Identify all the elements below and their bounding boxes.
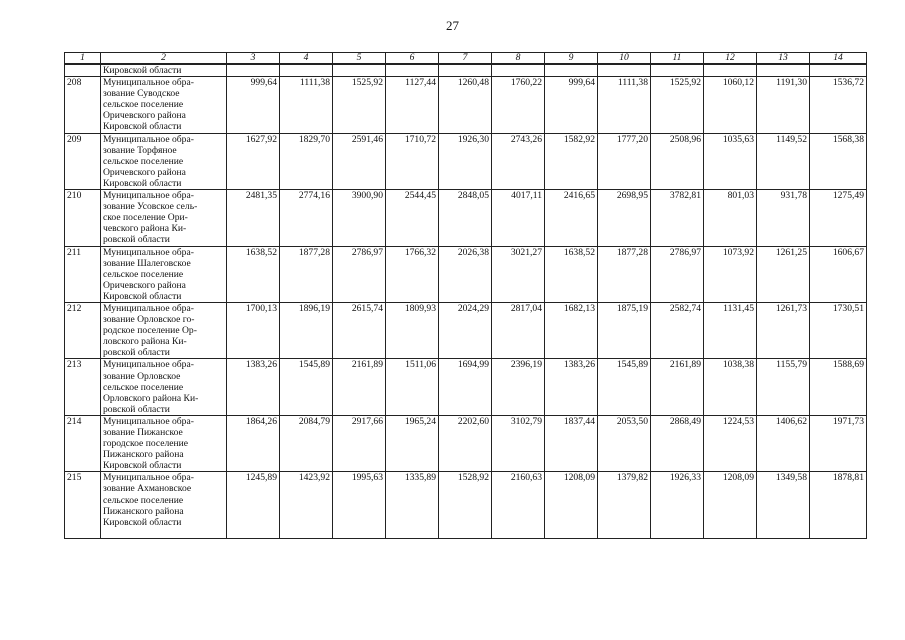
value-cell: 1260,48 [439,77,492,133]
value-cell: 1224,53 [704,415,757,471]
value-cell: 1038,38 [704,359,757,415]
value-cell: 1638,52 [227,246,280,302]
value-cell: 1127,44 [386,77,439,133]
row-number-cell: 215 [65,472,101,539]
value-cell: 3021,27 [492,246,545,302]
municipality-name-text: Муниципальное обра- зование Ахмановское сельское поселение Пижанского района Кировской области [103,472,194,528]
value-cell: 1383,26 [227,359,280,415]
value-cell: 2917,66 [333,415,386,471]
column-header: 11 [651,53,704,65]
municipality-name-text: Муниципальное обра- зование Усовское сель- ское поселение Ори- чевского района Ки- ровской области [103,190,198,246]
continuation-empty-cell [333,64,386,77]
column-header: 3 [227,53,280,65]
value-cell: 2161,89 [333,359,386,415]
continuation-empty-cell [492,64,545,77]
value-cell: 1568,38 [810,133,867,189]
municipality-name-text: Муниципальное обра- зование Торфяное сельское поселение Оричевского района Кировской области [103,133,194,189]
value-cell: 2026,38 [439,246,492,302]
value-cell: 1627,92 [227,133,280,189]
value-cell: 1545,89 [598,359,651,415]
value-cell: 1111,38 [280,77,333,133]
table-row [65,472,867,539]
column-header: 5 [333,53,386,65]
value-cell: 1965,24 [386,415,439,471]
municipality-name-cell [101,302,227,358]
value-cell: 1926,33 [651,472,704,539]
value-cell: 2582,74 [651,302,704,358]
value-cell: 1060,12 [704,77,757,133]
value-cell: 1710,72 [386,133,439,189]
row-number-cell: 210 [65,190,101,246]
column-header: 6 [386,53,439,65]
value-cell: 2868,49 [651,415,704,471]
table-body [65,64,867,539]
value-cell: 1766,32 [386,246,439,302]
value-cell: 1261,73 [757,302,810,358]
value-cell: 1191,30 [757,77,810,133]
value-cell: 2508,96 [651,133,704,189]
value-cell: 1971,73 [810,415,867,471]
continuation-empty-cell [810,64,867,77]
value-cell: 1073,92 [704,246,757,302]
value-cell: 2396,19 [492,359,545,415]
municipality-name-cell [101,77,227,133]
continuation-name-cell: Кировской области [101,64,227,77]
row-number-cell: 211 [65,246,101,302]
value-cell: 999,64 [227,77,280,133]
value-cell: 1349,58 [757,472,810,539]
municipality-name-cell [101,190,227,246]
municipality-name-cell [101,246,227,302]
value-cell: 1335,89 [386,472,439,539]
value-cell: 1208,09 [545,472,598,539]
continuation-empty-cell [545,64,598,77]
value-cell: 1525,92 [333,77,386,133]
value-cell: 1131,45 [704,302,757,358]
column-header: 13 [757,53,810,65]
municipality-name-text: Муниципальное обра- зование Орловское сельское поселение Орловского района Ки- ровской области [103,359,199,415]
value-cell: 1896,19 [280,302,333,358]
column-header: 10 [598,53,651,65]
value-cell: 1208,09 [704,472,757,539]
row-number-cell: 212 [65,302,101,358]
value-cell: 2591,46 [333,133,386,189]
table-row [65,190,867,246]
continuation-empty-cell [704,64,757,77]
value-cell: 2202,60 [439,415,492,471]
value-cell: 1694,99 [439,359,492,415]
table-row [65,246,867,302]
value-cell: 1525,92 [651,77,704,133]
municipality-name-cell [101,359,227,415]
value-cell: 1383,26 [545,359,598,415]
value-cell: 1730,51 [810,302,867,358]
value-cell: 1423,92 [280,472,333,539]
value-cell: 1035,63 [704,133,757,189]
value-cell: 1245,89 [227,472,280,539]
municipality-name-cell [101,415,227,471]
value-cell: 1155,79 [757,359,810,415]
column-header: 7 [439,53,492,65]
continuation-row [65,64,867,77]
value-cell: 1700,13 [227,302,280,358]
value-cell: 2024,29 [439,302,492,358]
value-cell: 1536,72 [810,77,867,133]
value-cell: 1582,92 [545,133,598,189]
value-cell: 1511,06 [386,359,439,415]
value-cell: 3782,81 [651,190,704,246]
value-cell: 1528,92 [439,472,492,539]
column-header: 12 [704,53,757,65]
value-cell: 1837,44 [545,415,598,471]
value-cell: 2481,35 [227,190,280,246]
column-header: 9 [545,53,598,65]
column-header: 4 [280,53,333,65]
municipality-name-text: Муниципальное обра- зование Суводское сельское поселение Оричевского района Кировской области [103,77,194,133]
value-cell: 1877,28 [280,246,333,302]
continuation-empty-cell [598,64,651,77]
value-cell: 1149,52 [757,133,810,189]
table-row [65,359,867,415]
value-cell: 1275,49 [810,190,867,246]
value-cell: 2774,16 [280,190,333,246]
value-cell: 999,64 [545,77,598,133]
table-row [65,302,867,358]
municipality-name-text: Муниципальное обра- зование Шалеговское сельское поселение Оричевского района Кировской области [103,246,194,302]
value-cell: 2817,04 [492,302,545,358]
value-cell: 1864,26 [227,415,280,471]
value-cell: 1926,30 [439,133,492,189]
data-table [64,52,867,539]
value-cell: 2053,50 [598,415,651,471]
row-number-cell: 213 [65,359,101,415]
value-cell: 2786,97 [651,246,704,302]
column-header: 1 [65,53,101,65]
table-row [65,415,867,471]
value-cell: 3900,90 [333,190,386,246]
value-cell: 3102,79 [492,415,545,471]
value-cell: 1261,25 [757,246,810,302]
value-cell: 4017,11 [492,190,545,246]
value-cell: 1995,63 [333,472,386,539]
value-cell: 1777,20 [598,133,651,189]
value-cell: 931,78 [757,190,810,246]
value-cell: 1588,69 [810,359,867,415]
header-row [65,53,867,65]
value-cell: 2416,65 [545,190,598,246]
value-cell: 1829,70 [280,133,333,189]
value-cell: 2615,74 [333,302,386,358]
value-cell: 2160,63 [492,472,545,539]
table-row [65,133,867,189]
value-cell: 2698,95 [598,190,651,246]
value-cell: 1809,93 [386,302,439,358]
continuation-empty-cell [651,64,704,77]
continuation-empty-cell [439,64,492,77]
continuation-empty-cell [757,64,810,77]
value-cell: 1545,89 [280,359,333,415]
municipality-name-cell [101,472,227,539]
row-number-cell: 214 [65,415,101,471]
value-cell: 2848,05 [439,190,492,246]
municipality-name-cell [101,133,227,189]
value-cell: 2786,97 [333,246,386,302]
table-header [65,53,867,65]
continuation-empty-cell [227,64,280,77]
value-cell: 1682,13 [545,302,598,358]
value-cell: 1877,28 [598,246,651,302]
value-cell: 2084,79 [280,415,333,471]
value-cell: 1638,52 [545,246,598,302]
municipality-name-text: Муниципальное обра- зование Орловское го- родское поселение Ор- ловского района Ки- ровской области [103,302,197,359]
value-cell: 2743,26 [492,133,545,189]
value-cell: 1606,67 [810,246,867,302]
value-cell: 1878,81 [810,472,867,539]
value-cell: 1760,22 [492,77,545,133]
continuation-empty-cell [280,64,333,77]
value-cell: 1875,19 [598,302,651,358]
value-cell: 1111,38 [598,77,651,133]
continuation-empty-cell [386,64,439,77]
value-cell: 2161,89 [651,359,704,415]
column-header: 8 [492,53,545,65]
value-cell: 1379,82 [598,472,651,539]
column-header: 2 [101,53,227,65]
row-number-cell: 208 [65,77,101,133]
value-cell: 2544,45 [386,190,439,246]
page-number: 27 [446,18,459,33]
table-row [65,77,867,133]
column-header: 14 [810,53,867,65]
value-cell: 1406,62 [757,415,810,471]
value-cell: 801,03 [704,190,757,246]
continuation-number-cell [65,64,101,77]
municipality-name-text: Муниципальное обра- зование Пижанское городское поселение Пижанского района Кировской области [103,415,194,472]
row-number-cell: 209 [65,133,101,189]
